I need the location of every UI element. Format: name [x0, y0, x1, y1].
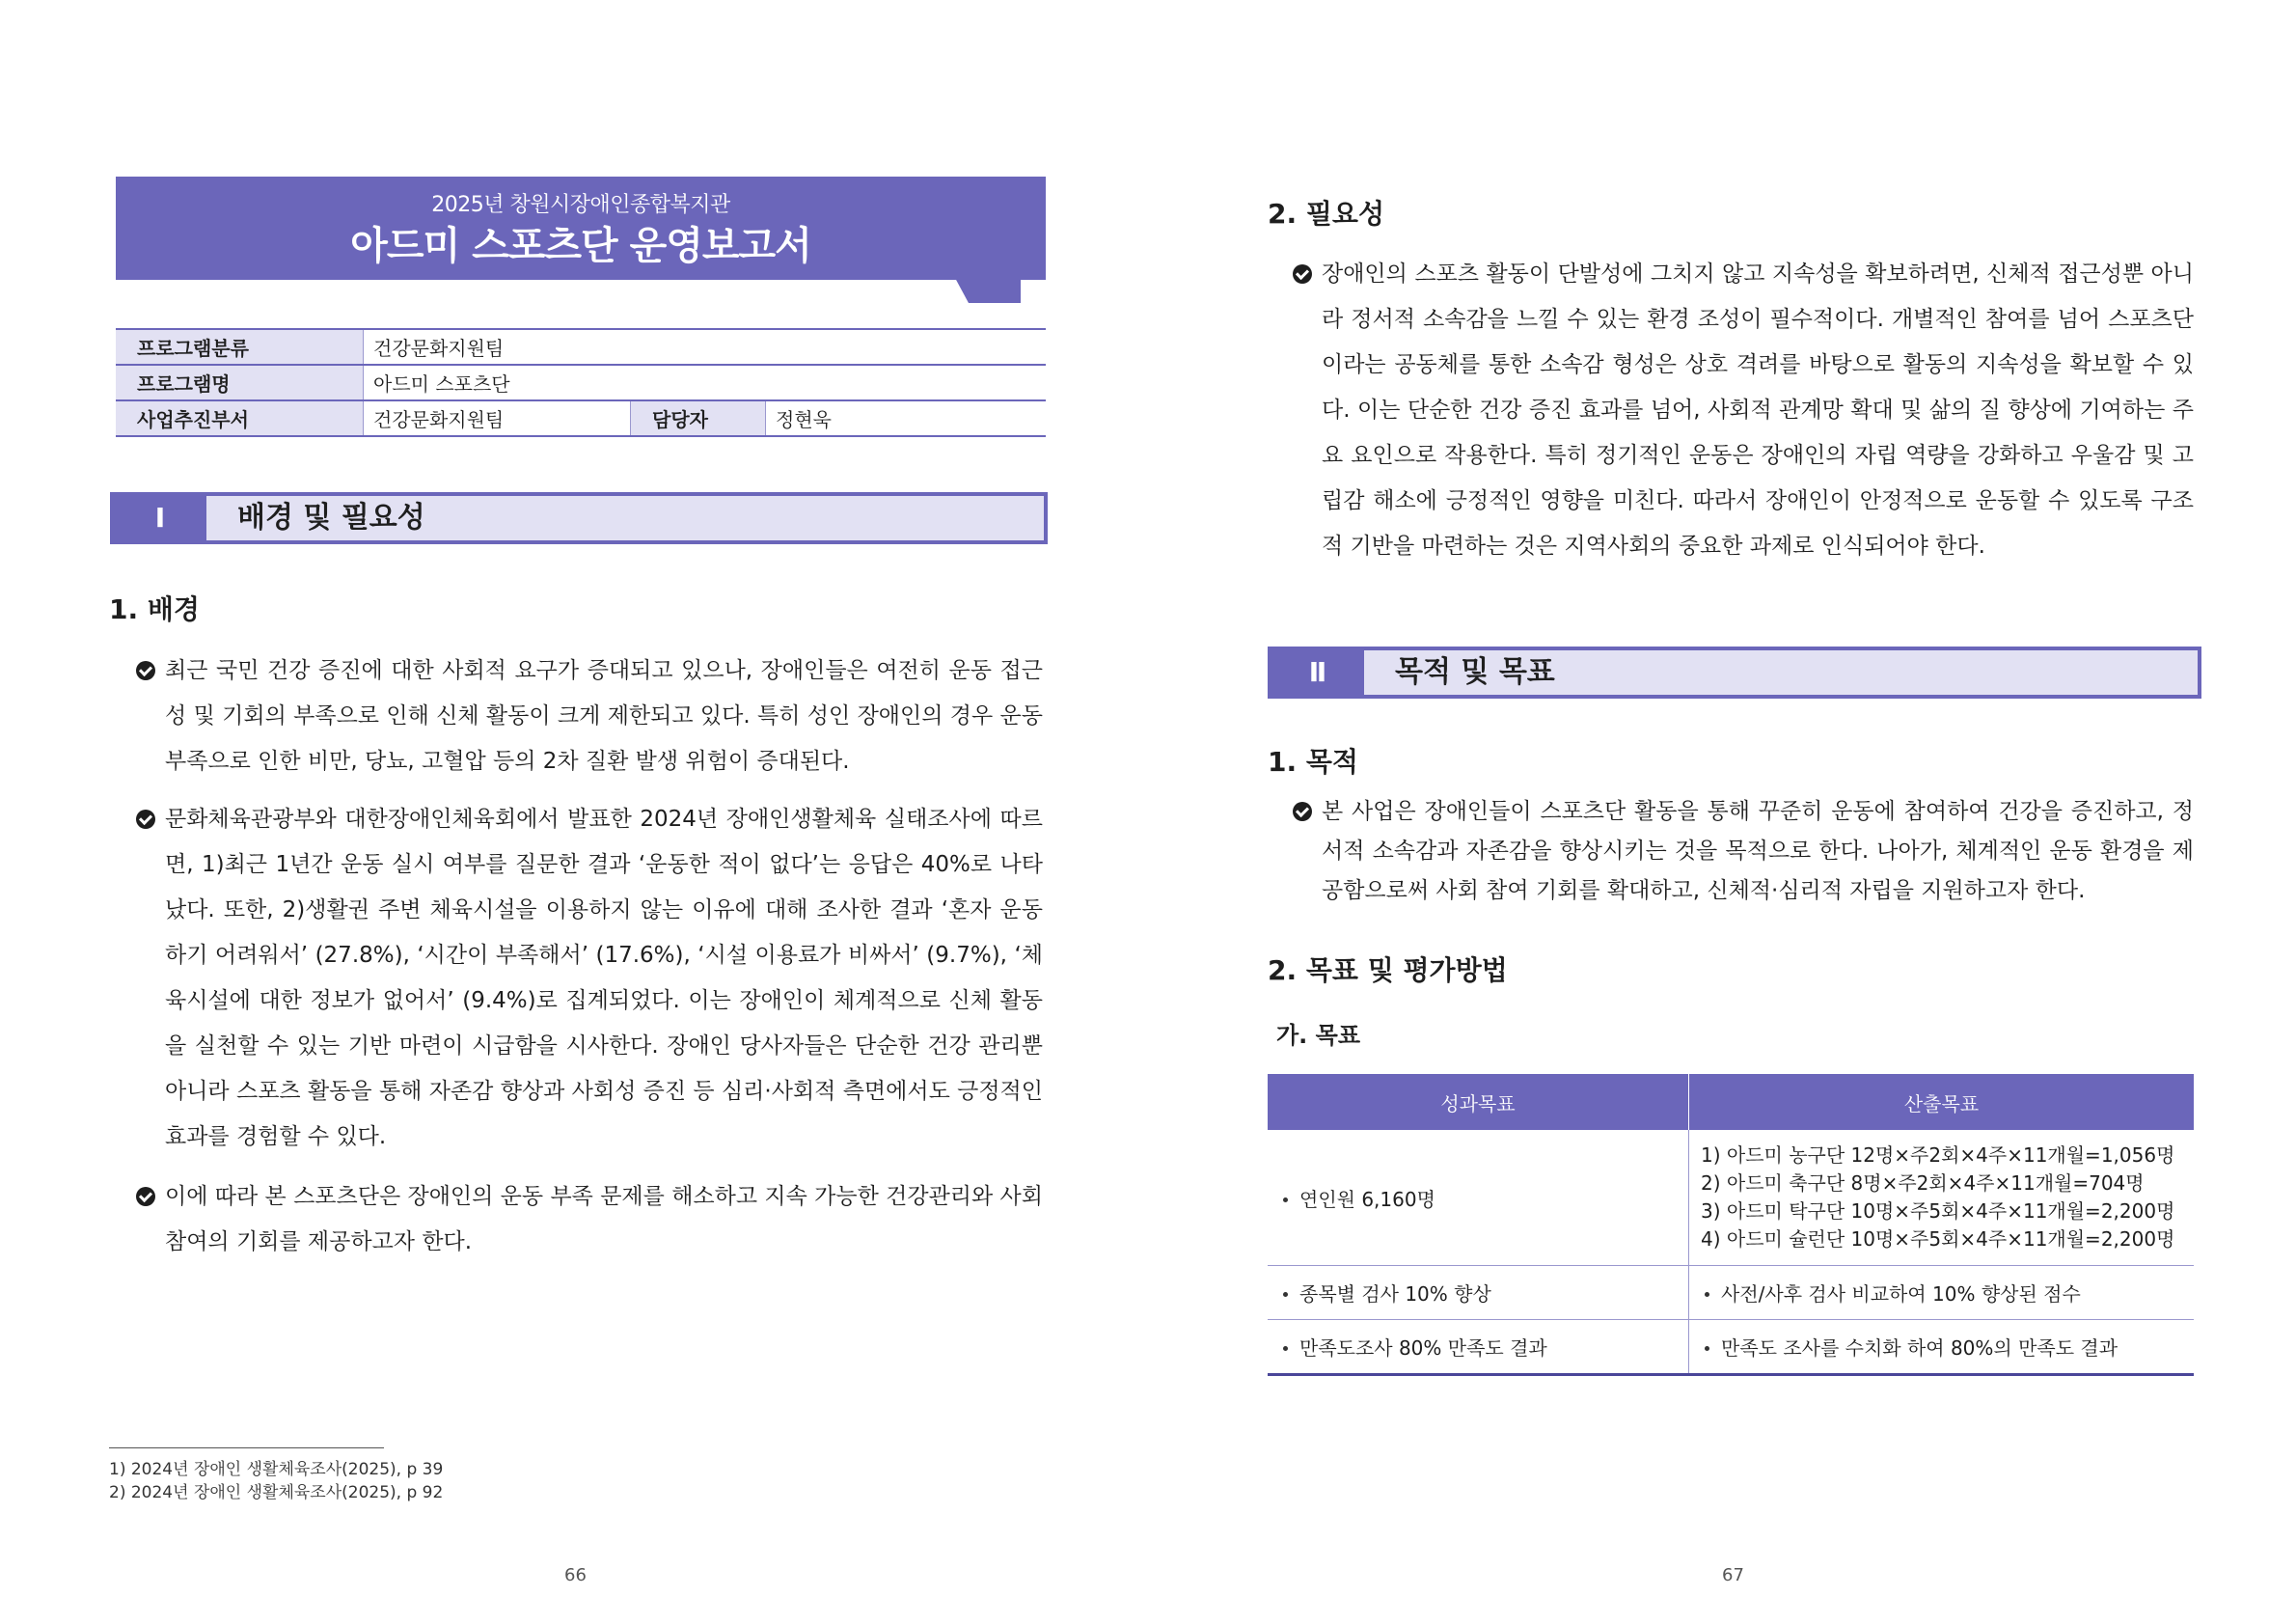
table-row [116, 329, 1046, 365]
output-cell [1689, 1266, 2195, 1320]
section-header-2 [1268, 647, 2201, 699]
necessity-bullet [1322, 252, 2194, 569]
goals-subheading: 가. 목표 [1276, 1022, 1361, 1049]
department-value: 건강문화지원팀 [364, 400, 631, 436]
bullet-text: 본 사업은 장애인들이 스포츠단 활동을 통해 꾸준히 운동에 참여하여 건강을 증진하고, 정서적 소속감과 자존감을 향상시키는 것을 목적으로 한다. 나아가, 체계적인 운동 환경을 제공함으로써 사회 참여 기회를 확대하고, 신체적·심리적 자립을 지원하고자 한다. [1322, 799, 2194, 903]
output-text: 만족도 조사를 수치화 하여 80%의 만족도 결과 [1721, 1336, 2118, 1360]
output-line: 2) 아드미 축구단 8명×주2회×4주×11개월=704명 [1701, 1171, 2145, 1195]
table-header-row [1268, 1074, 2194, 1130]
footnote-1: 1) 2024년 장애인 생활체육조사(2025), p 39 [109, 1460, 444, 1479]
output-column-header: 산출목표 [1689, 1074, 2195, 1130]
section-number: Ⅱ [1271, 650, 1364, 695]
bullet-dot-icon [1283, 1197, 1288, 1202]
output-cell [1689, 1320, 2195, 1375]
check-circle-icon [1293, 802, 1312, 821]
background-heading: 1. 배경 [109, 593, 200, 625]
section-number: Ⅰ [114, 496, 206, 540]
manager-value: 정현욱 [766, 400, 1047, 436]
goals-heading: 2. 목표 및 평가방법 [1268, 954, 1508, 986]
outcome-text: 만족도조사 80% 만족도 결과 [1299, 1336, 1547, 1360]
check-circle-icon [136, 661, 155, 680]
outcome-cell [1268, 1320, 1689, 1375]
output-text: 사전/사후 검사 비교하여 10% 향상된 점수 [1721, 1282, 2081, 1306]
table-row [1268, 1266, 2194, 1320]
background-bullet-1 [165, 648, 1043, 784]
bullet-text: 이에 따라 본 스포츠단은 장애인의 운동 부족 문제를 해소하고 지속 가능한 건강관리와 사회 참여의 기회를 제공하고자 한다. [165, 1184, 1043, 1254]
output-line: 4) 아드미 슐런단 10명×주5회×4주×11개월=2,200명 [1701, 1227, 2175, 1251]
bullet-dot-icon [1283, 1292, 1288, 1297]
table-row [116, 365, 1046, 400]
department-label: 사업추진부서 [116, 400, 364, 436]
purpose-bullet [1322, 792, 2194, 911]
bullet-dot-icon [1705, 1292, 1709, 1297]
page-number: 67 [1722, 1565, 1744, 1585]
bullet-text: 최근 국민 건강 증진에 대한 사회적 요구가 증대되고 있으나, 장애인들은 여전히 운동 접근성 및 기회의 부족으로 인해 신체 활동이 크게 제한되고 있다. 특히 성인 장애인의 경우 운동 부족으로 인한 비만, 당뇨, 고혈압 등의 2차 질환 발생 위험이 증대된다. [165, 658, 1043, 774]
bullet-dot-icon [1705, 1346, 1709, 1351]
necessity-heading: 2. 필요성 [1268, 198, 1385, 230]
right-page [1148, 0, 2296, 1624]
table-row [1268, 1130, 2194, 1266]
check-circle-icon [1293, 264, 1312, 284]
outcome-cell [1268, 1266, 1689, 1320]
program-name-value: 아드미 스포츠단 [364, 365, 1047, 400]
check-circle-icon [136, 810, 155, 829]
outcome-text: 연인원 6,160명 [1299, 1187, 1435, 1211]
goals-table [1268, 1074, 2194, 1376]
page-number: 66 [564, 1565, 587, 1585]
purpose-heading: 1. 목적 [1268, 746, 1358, 778]
section-title: 목적 및 목표 [1395, 655, 1555, 689]
outcome-text: 종목별 검사 10% 향상 [1299, 1282, 1491, 1306]
program-name-label: 프로그램명 [116, 365, 364, 400]
output-cell [1689, 1130, 2195, 1266]
bullet-dot-icon [1283, 1346, 1288, 1351]
output-line: 3) 아드미 탁구단 10명×주5회×4주×11개월=2,200명 [1701, 1199, 2175, 1223]
bullet-text: 문화체육관광부와 대한장애인체육회에서 발표한 2024년 장애인생활체육 실태조사에 따르면, 1)최근 1년간 운동 실시 여부를 질문한 결과 ‘운동한 적이 없다’는 응답은 40%로 나타났다. 또한, 2)생활권 주변 체육시설을 이용하지 않는 이유에 대해 조사한 결과 ‘혼자 운동하기 어려워서’ (27.8%), ‘시간이 부족해서’ (17.6%), ‘시설 이용료가 비싸서’ (9.7%), ‘체육시설에 대한 정보가 없어서’ (9.4%)로 집계되었다. 이는 장애인이 체계적으로 신체 활동을 실천할 수 있는 기반 마련이 시급함을 시사한다. 장애인 당사자들은 단순한 건강 관리뿐 아니라 스포츠 활동을 통해 자존감 향상과 사회성 증진 등 심리·사회적 측면에서도 긍정적인 효과를 경험할 수 있다. [165, 807, 1043, 1149]
footnote-2: 2) 2024년 장애인 생활체육조사(2025), p 92 [109, 1483, 444, 1502]
manager-label: 담당자 [631, 400, 766, 436]
outcome-cell [1268, 1130, 1689, 1266]
background-bullet-2 [165, 797, 1043, 1160]
check-circle-icon [136, 1187, 155, 1206]
table-row [1268, 1320, 2194, 1375]
outcome-column-header: 성과목표 [1268, 1074, 1689, 1130]
program-category-label: 프로그램분류 [116, 329, 364, 365]
report-subtitle: 2025년 창원시장애인종합복지관 [431, 193, 730, 217]
section-title: 배경 및 필요성 [237, 501, 425, 535]
program-category-value: 건강문화지원팀 [364, 329, 1047, 365]
report-title: 아드미 스포츠단 운영보고서 [350, 224, 811, 268]
footnote-divider [109, 1447, 384, 1448]
program-info-table [116, 328, 1046, 437]
background-bullet-3 [165, 1174, 1043, 1265]
bullet-text: 장애인의 스포츠 활동이 단발성에 그치지 않고 지속성을 확보하려면, 신체적 접근성뿐 아니라 정서적 소속감을 느낄 수 있는 환경 조성이 필수적이다. 개별적인 참여를 넘어 스포츠단이라는 공동체를 통한 소속감 형성은 상호 격려를 바탕으로 활동의 지속성을 확보할 수 있다. 이는 단순한 건강 증진 효과를 넘어, 사회적 관계망 확대 및 삶의 질 향상에 기여하는 주요 요인으로 작용한다. 특히 정기적인 운동은 장애인의 자립 역량을 강화하고 우울감 및 고립감 해소에 긍정적인 영향을 미친다. 따라서 장애인이 안정적으로 운동할 수 있도록 구조적 기반을 마련하는 것은 지역사회의 중요한 과제로 인식되어야 한다. [1322, 261, 2194, 559]
section-header-1 [110, 492, 1048, 544]
report-title-banner [116, 177, 1046, 280]
table-row [116, 400, 1046, 436]
output-line: 1) 아드미 농구단 12명×주2회×4주×11개월=1,056명 [1701, 1143, 2175, 1167]
banner-speech-tail [955, 278, 1021, 303]
